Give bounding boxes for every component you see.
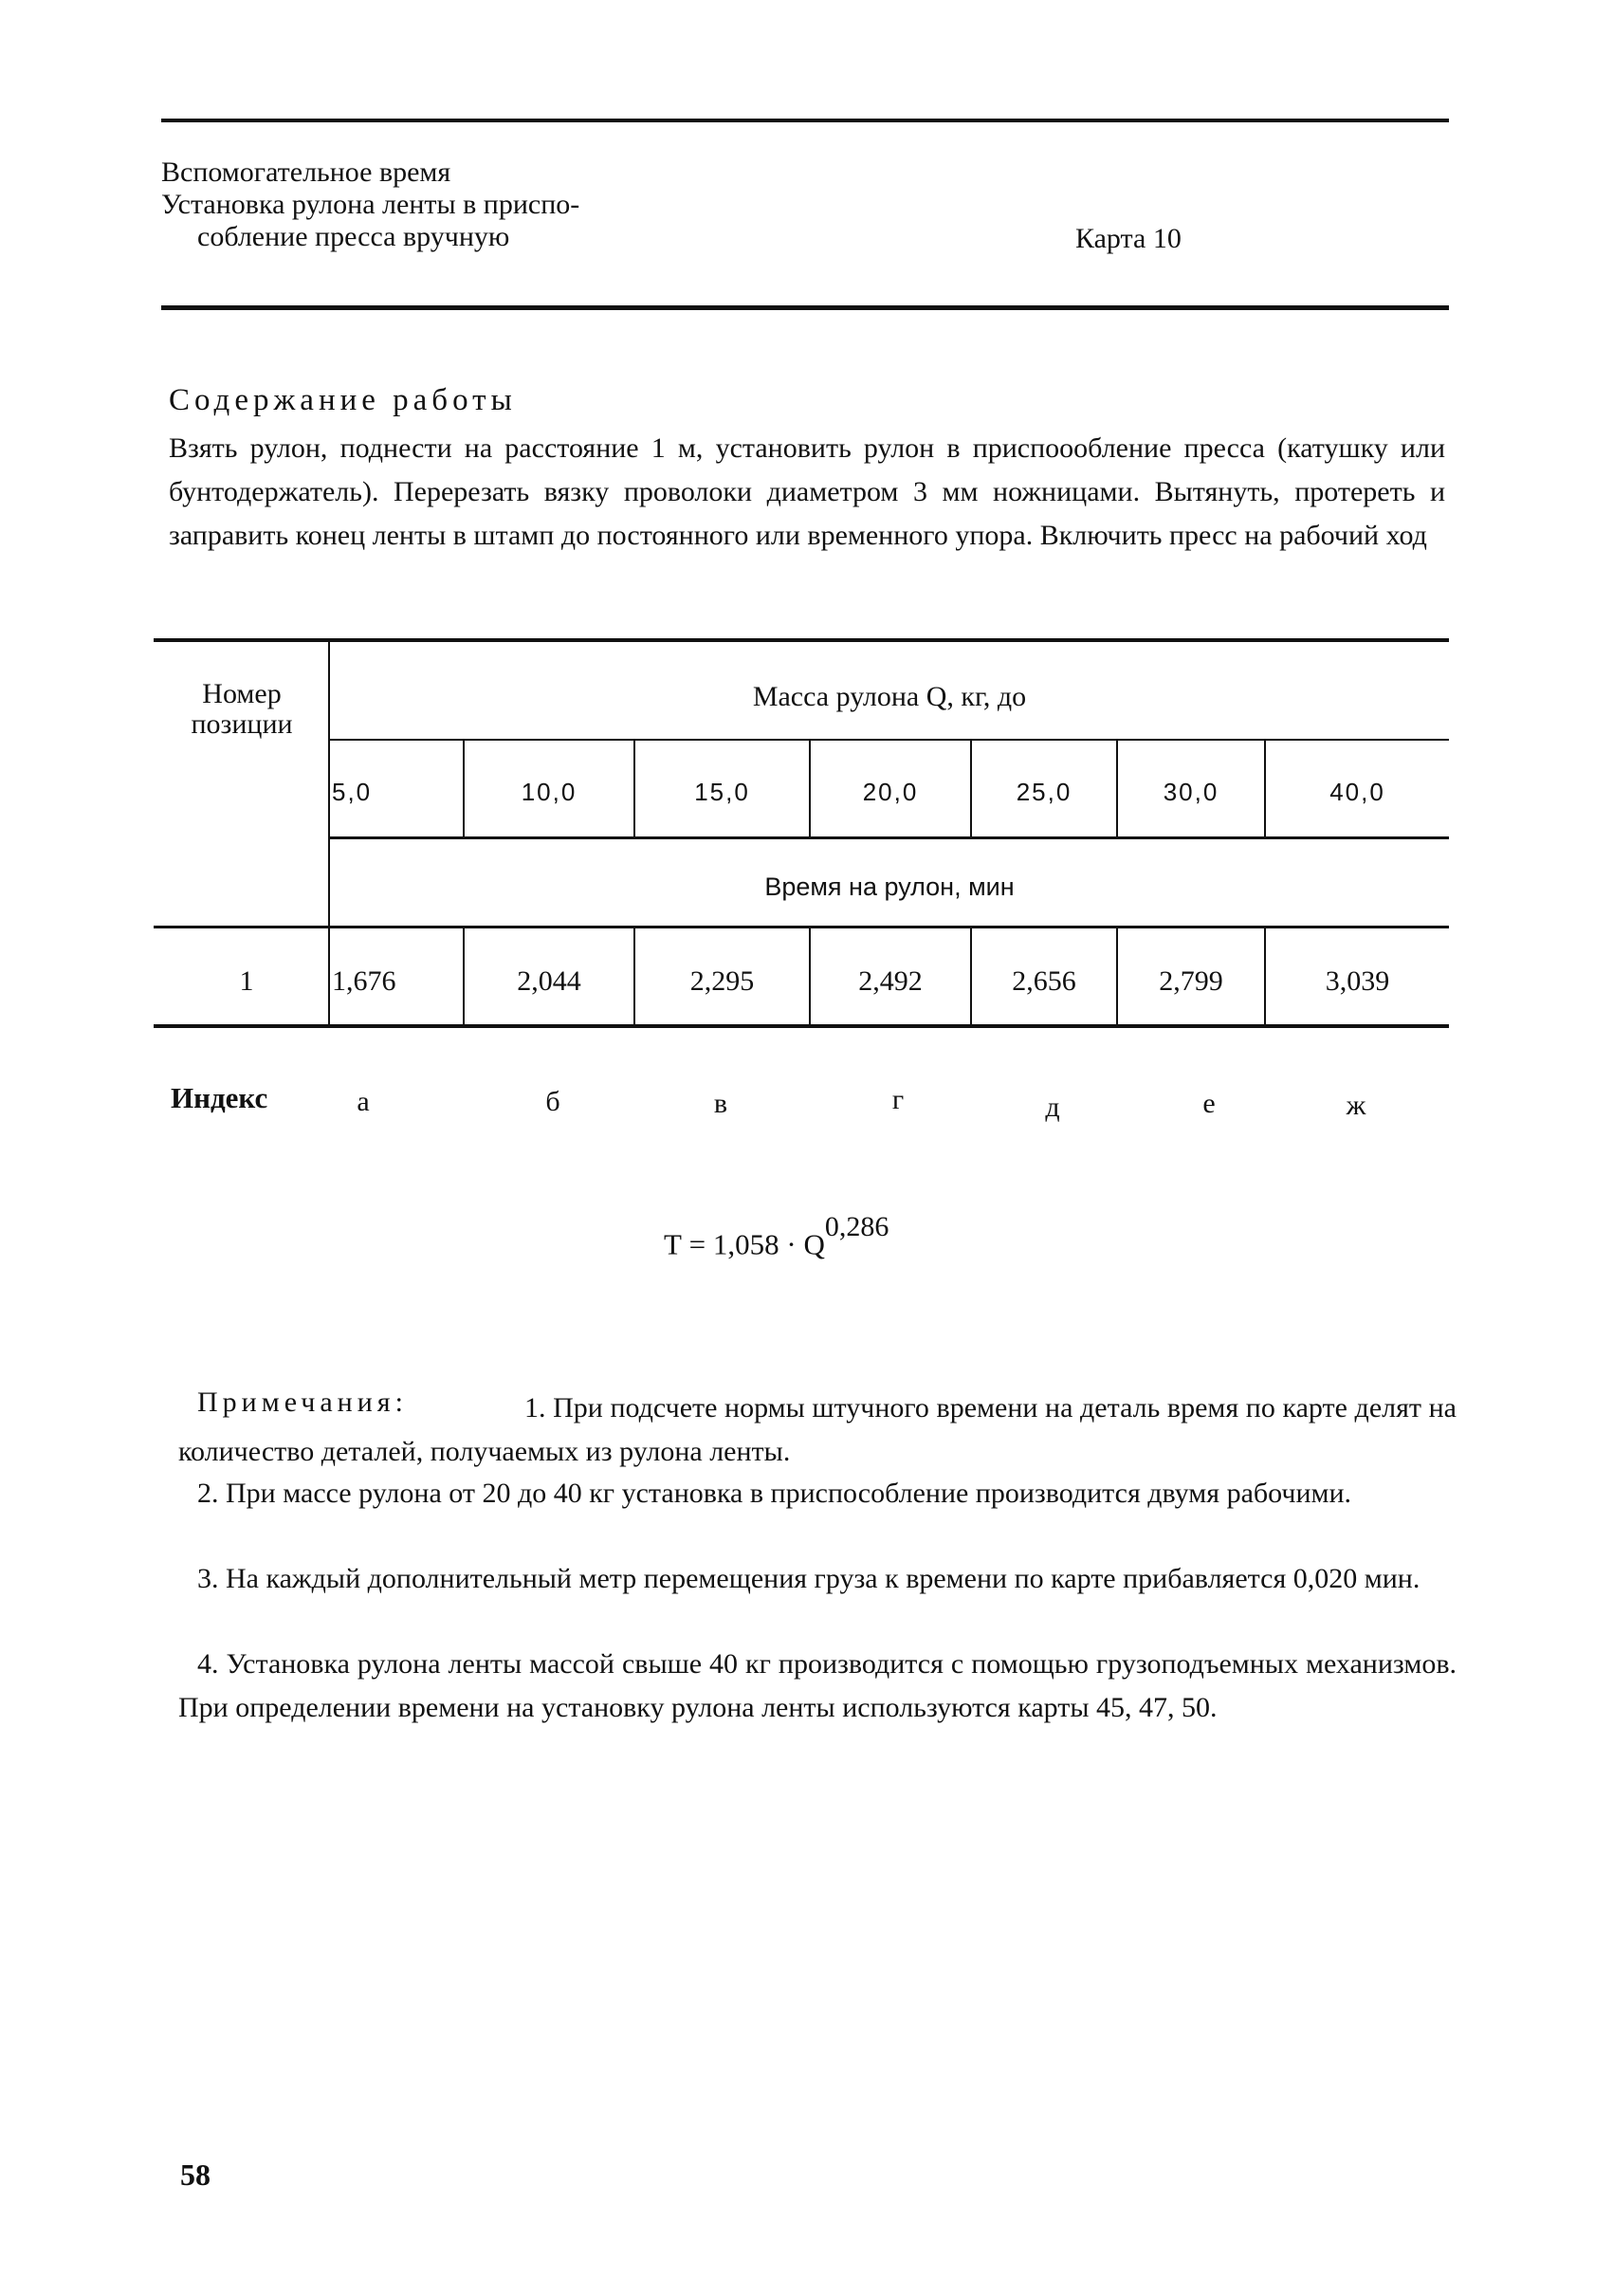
index-b: б: [545, 1086, 560, 1117]
formula-exponent: 0,286: [824, 1211, 889, 1242]
formula: [664, 1211, 889, 1261]
time-value-e: 2,799: [1159, 965, 1223, 997]
note-3: [178, 1557, 1457, 1601]
page-number: 58: [180, 2158, 211, 2192]
index-e: е: [1202, 1088, 1216, 1119]
mass-value-b: 10,0: [521, 777, 577, 806]
table-bottom-rule: [154, 1024, 1449, 1028]
mass-value-v: 15,0: [694, 777, 750, 806]
top-rule: [161, 119, 1449, 122]
position-header: Номер позиции: [191, 678, 293, 740]
index-a: а: [357, 1086, 370, 1117]
index-g: г: [891, 1084, 905, 1115]
header-bottom-rule: [161, 305, 1449, 310]
mass-value-e: 30,0: [1163, 777, 1219, 806]
header-line-1: Вспомогательное время: [161, 156, 451, 188]
work-content-text: Взять рулон, поднести на расстояние 1 м, установить рулон в приспоообление пресса (катушку или бунтодержатель). Перерезать вязку проволоки диаметром 3 мм ножницами. Вытянуть, протереть и заправить конец ленты в штамп до постоянного или временного упора. Включить пресс на рабочий ход: [169, 432, 1445, 551]
note-1: [178, 1387, 1457, 1474]
note-2-text: 2. При массе рулона от 20 до 40 кг установка в приспособление производится двумя рабочими.: [197, 1478, 1352, 1509]
time-value-b: 2,044: [517, 965, 581, 997]
mass-header-rule: [328, 739, 1449, 741]
row-position: 1: [239, 965, 254, 997]
header-line-2: Установка рулона ленты в приспо-: [161, 189, 580, 220]
mass-value-d: 25,0: [1016, 777, 1072, 806]
index-zh: ж: [1346, 1090, 1366, 1121]
work-content-heading: Содержание работы: [169, 383, 517, 417]
note-4: [178, 1643, 1457, 1730]
mass-value-a: 5,0: [332, 777, 373, 806]
index-label: Индекс: [171, 1081, 268, 1114]
time-value-d: 2,656: [1012, 965, 1076, 997]
table-top-rule: [154, 638, 1449, 642]
mass-value-zh: 40,0: [1329, 777, 1385, 806]
time-value-a: 1,676: [332, 965, 396, 997]
note-3-text: 3. На каждый дополнительный метр перемещения груза к времени по карте прибавляется 0,020 мин.: [197, 1563, 1421, 1594]
mass-values-rule: [328, 836, 1449, 839]
time-header: Время на рулон, мин: [764, 872, 1015, 901]
index-d: д: [1045, 1092, 1060, 1123]
time-header-rule: [154, 926, 1449, 928]
note-2: [178, 1472, 1457, 1515]
note-4-text: 4. Установка рулона ленты массой свыше 40 кг производится с помощью грузоподъемных механизмов. При определении времени на установку рулона ленты используются карты 45, 47, 50.: [178, 1648, 1457, 1723]
time-value-zh: 3,039: [1325, 965, 1390, 997]
notes-label: Примечания:: [197, 1387, 408, 1418]
time-value-v: 2,295: [689, 965, 755, 997]
header-line-3: собление пресса вручную: [197, 221, 510, 252]
index-v: в: [713, 1088, 728, 1119]
formula-base: Т = 1,058 · Q: [664, 1227, 825, 1261]
time-value-g: 2,492: [858, 965, 923, 997]
card-number: Карта 10: [1075, 223, 1182, 254]
mass-value-g: 20,0: [862, 777, 919, 806]
note-1-text: 1. При подсчете нормы штучного времени на деталь время по карте делят на количество деталей, получаемых из рулона ленты.: [178, 1392, 1457, 1467]
mass-header: Масса рулона Q, кг, до: [752, 681, 1027, 712]
